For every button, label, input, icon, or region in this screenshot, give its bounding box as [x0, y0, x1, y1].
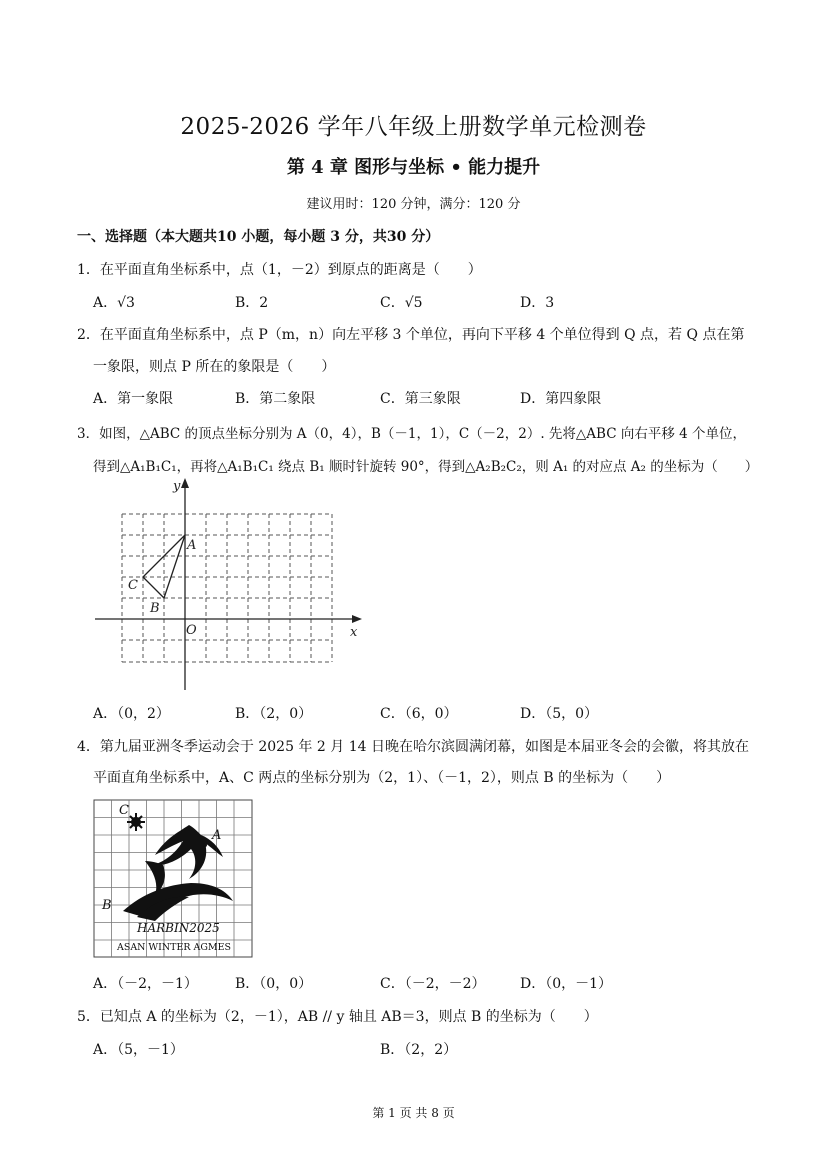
point-c-label: C — [128, 578, 138, 593]
point-b-label: B — [150, 601, 160, 616]
time-score-note: 建议用时：120 分钟，满分：120 分 — [306, 197, 521, 212]
q1-option-c: C．√5 — [380, 295, 423, 311]
q1-option-b: B．2 — [235, 295, 269, 311]
q4-option-d: D．（0，－1） — [520, 976, 613, 992]
x-axis-arrow — [352, 615, 362, 623]
q3-option-c: C．（6，0） — [380, 706, 458, 722]
q3-stem-line1: 3．如图，△ABC 的顶点坐标分别为 A（0，4），B（－1，1），C（－2，2）. 先将△ABC 向右平移 4 个单位， — [77, 426, 747, 442]
q2-stem-line2: 一象限，则点 P 所在的象限是（ ） — [93, 359, 336, 375]
q4-option-c: C．（－2，－2） — [380, 976, 486, 992]
q4-option-b: B．（0，0） — [235, 976, 313, 992]
q3-option-b: B．（2，0） — [235, 706, 313, 722]
origin-label: O — [186, 623, 197, 638]
x-axis-label: x — [350, 625, 358, 640]
emblem-harbin-text: HARBIN2025 — [137, 921, 220, 935]
section-title: 一、选择题（本大题共10 小题，每小题 3 分，共30 分） — [77, 229, 440, 245]
q3-coordinate-figure — [90, 476, 380, 696]
point-a-marker — [203, 843, 207, 847]
y-axis-arrow — [181, 478, 189, 488]
q5-option-b: B．（2，2） — [380, 1042, 458, 1058]
q4-option-a: A．（－2，－1） — [93, 976, 198, 992]
q3-stem-line2: 得到△A₁B₁C₁，再将△A₁B₁C₁ 绕点 B₁ 顺时针旋转 90°，得到△A₂B₂C₂，则 A₁ 的对应点 A₂ 的坐标为（ ） — [93, 459, 759, 475]
emblem-asian-text: ASAN WINTER AGMES — [115, 943, 231, 953]
q2-option-d: D．第四象限 — [520, 391, 602, 407]
q3-option-a: A．（0，2） — [93, 706, 170, 722]
emblem-point-c-label: C — [119, 803, 129, 818]
q4-emblem-figure — [93, 799, 255, 961]
q2-stem-line1: 2．在平面直角坐标系中，点 P（m，n）向左平移 3 个单位，再向下平移 4 个单位得到 Q 点，若 Q 点在第 — [77, 327, 745, 343]
q1-option-d: D．3 — [520, 295, 555, 311]
page-title: 2025-2026 学年八年级上册数学单元检测卷 — [180, 114, 647, 140]
point-a-label: A — [187, 538, 197, 553]
emblem-point-b-label: B — [102, 898, 112, 913]
q2-option-a: A．第一象限 — [93, 391, 174, 407]
chapter-subtitle: 第 4 章 图形与坐标 • 能力提升 — [286, 157, 541, 178]
q1-stem: 1．在平面直角坐标系中，点（1，－2）到原点的距离是（ ） — [77, 262, 482, 278]
q5-option-a: A．（5，－1） — [93, 1042, 184, 1058]
q1-option-a: A．√3 — [93, 295, 135, 311]
q2-option-c: C．第三象限 — [380, 391, 461, 407]
q2-option-b: B．第二象限 — [235, 391, 316, 407]
q3-option-d: D．（5，0） — [520, 706, 599, 722]
q4-stem-line2: 平面直角坐标系中，A、C 两点的坐标分别为（2，1）、（－1，2），则点 B 的坐标为（ ） — [93, 770, 671, 786]
y-axis-label: y — [173, 479, 181, 494]
page-footer: 第 1 页 共 8 页 — [372, 1106, 455, 1120]
q4-stem-line1: 4．第九届亚洲冬季运动会于 2025 年 2 月 14 日晚在哈尔滨圆满闭幕，如图是本届亚冬会的会徽，将其放在 — [77, 739, 749, 755]
q5-stem: 5．已知点 A 的坐标为（2，－1），AB // y 轴且 AB＝3，则点 B 的坐标为（ ） — [77, 1009, 598, 1025]
emblem-point-a-label: A — [212, 828, 222, 843]
